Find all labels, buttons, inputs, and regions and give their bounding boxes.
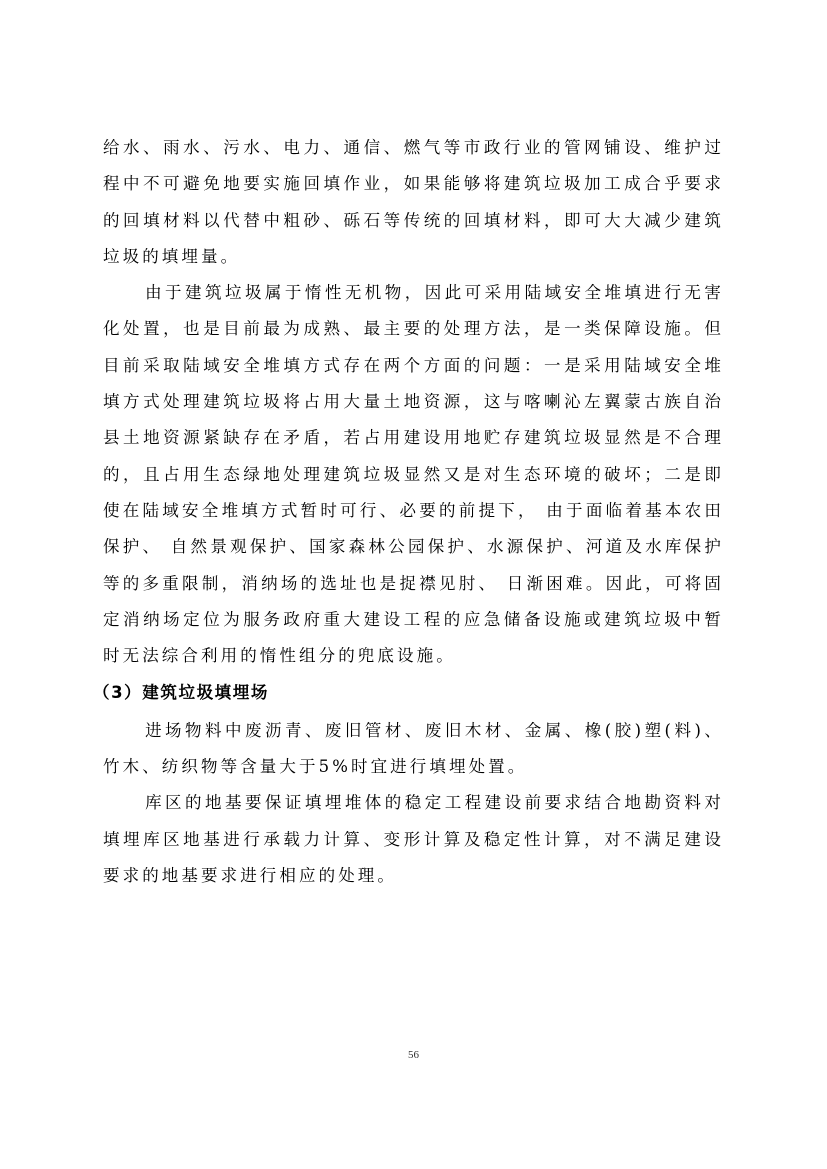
section-paragraph-1: 进场物料中废沥青、废旧管材、废旧木材、金属、橡(胶)塑(料)、竹木、纺织物等含量大于5%时宜进行填埋处置。 (103, 720, 724, 777)
body-paragraph-1: 给水、雨水、污水、电力、通信、燃气等市政行业的管网铺设、维护过程中不可避免地要实施回填作业，如果能够将建筑垃圾加工成合乎要求的回填材料以代替中粗砂、砾石等传统的回填材料，即可大大减少建筑垃圾的填埋量。 (103, 138, 724, 266)
page-number: 56 (408, 1049, 419, 1061)
section-heading: （3）建筑垃圾填埋场 (93, 683, 269, 703)
page-body (93, 130, 724, 894)
section-paragraph-2: 库区的地基要保证填埋堆体的稳定工程建设前要求结合地勘资料对填埋库区地基进行承载力计算、变形计算及稳定性计算，对不满足建设要求的地基要求进行相应的处理。 (103, 793, 724, 885)
body-paragraph-2: 由于建筑垃圾属于惰性无机物，因此可采用陆域安全堆填进行无害化处置，也是目前最为成熟、最主要的处理方法，是一类保障设施。但目前采取陆域安全堆填方式存在两个方面的问题：一是采用陆域安全堆填方式处理建筑垃圾将占用大量土地资源，这与喀喇沁左翼蒙古族自治县土地资源紧缺存在矛盾，若占用建设用地贮存建筑垃圾显然是不合理的，且占用生态绿地处理建筑垃圾显然又是对生态环境的破坏；二是即使在陆域安全堆填方式暂时可行、必要的前提下， 由于面临着基本农田保护、 自然景观保护、国家森林公园保护、水源保护、河道及水库保护等的多重限制，消纳场的选址也是捉襟见肘、 日渐困难。因此，可将固定消纳场定位为服务政府重大建设工程的应急储备设施或建筑垃圾中暂时无法综合利用的惰性组分的兜底设施。 (103, 283, 724, 666)
